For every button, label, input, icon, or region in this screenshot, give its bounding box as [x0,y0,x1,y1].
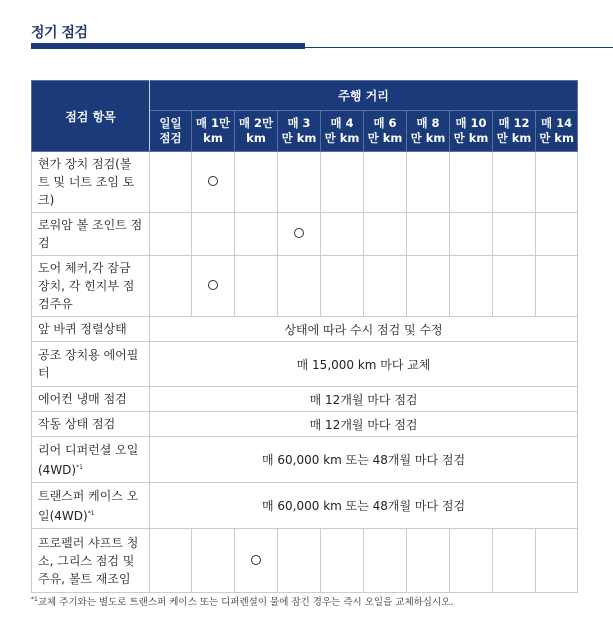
table-row [32,152,578,213]
interval-cell [536,256,578,317]
interval-header: 매 2만 km [235,111,278,152]
interval-cell [192,213,235,256]
interval-cell [192,152,235,213]
item-cell [32,387,150,412]
item-cell [32,437,150,483]
interval-cell [321,152,364,213]
interval-cell [536,152,578,213]
table-row [32,317,578,342]
interval-cell [278,529,321,593]
interval-cell [407,213,450,256]
interval-header: 매 3 만 km [278,111,321,152]
item-cell [32,483,150,529]
interval-cell [278,152,321,213]
interval-cell [493,529,536,593]
distance-header: 주행 거리 [150,81,578,111]
table-row [32,387,578,412]
interval-note: 매 15,000 km 마다 교체 [150,342,578,387]
item-label: 리어 디퍼런셜 오일 (4WD) [38,442,139,477]
interval-cell [450,152,493,213]
item-cell [32,529,150,593]
item-label: 도어 체커,각 잠금 장치, 각 힌지부 점검주유 [38,261,135,311]
interval-cell [321,529,364,593]
item-cell [32,213,150,256]
interval-cell [536,213,578,256]
interval-cell [364,213,407,256]
header-row-1 [32,81,578,111]
item-column-header: 점검 항목 [32,81,150,152]
interval-cell [150,213,192,256]
interval-note: 상태에 따라 수시 점검 및 수정 [150,317,578,342]
interval-cell [407,152,450,213]
schedule-body [32,152,578,593]
inspection-mark-icon [208,280,218,290]
interval-header: 매 12 만 km [493,111,536,152]
inspection-mark-icon [251,555,261,565]
interval-cell [364,529,407,593]
item-label: 앞 바퀴 정렬상태 [38,322,127,336]
interval-header: 매 6 만 km [364,111,407,152]
table-row [32,412,578,437]
item-label: 에어컨 냉매 점검 [38,392,127,406]
item-label: 작동 상태 점검 [38,417,116,431]
interval-cell [407,256,450,317]
interval-cell [235,256,278,317]
interval-cell [364,152,407,213]
item-cell [32,317,150,342]
item-label: 공조 장치용 에어필터 [38,348,139,380]
interval-header: 매 8 만 km [407,111,450,152]
interval-cell [321,213,364,256]
interval-cell [150,256,192,317]
interval-cell [235,213,278,256]
table-row [32,342,578,387]
interval-cell [278,256,321,317]
inspection-mark-icon [294,228,304,238]
interval-cell [192,256,235,317]
table-row [32,437,578,483]
table-row [32,483,578,529]
item-label: 프로펠러 샤프트 청소, 그리스 점검 및 주유, 볼트 재조임 [38,535,139,586]
interval-cell [364,256,407,317]
interval-header: 매 1만 km [192,111,235,152]
interval-cell [450,213,493,256]
interval-cell [192,529,235,593]
footnote [31,594,453,608]
table-row [32,529,578,593]
title-underline [31,43,305,49]
interval-header: 일일 점검 [150,111,192,152]
item-label: 현가 장치 점검(볼트 및 너트 조임 토크) [38,157,135,207]
item-cell [32,342,150,387]
interval-cell [278,213,321,256]
interval-cell [235,152,278,213]
footnote-marker: *1 [31,595,38,603]
interval-note: 매 60,000 km 또는 48개월 마다 점검 [150,437,578,483]
interval-cell [493,213,536,256]
interval-note: 매 12개월 마다 점검 [150,387,578,412]
interval-cell [450,529,493,593]
inspection-schedule-table [31,80,578,593]
section-title: 정기 점검 [31,25,88,41]
item-label: 로워암 볼 조인트 점검 [38,218,143,250]
interval-cell [150,529,192,593]
interval-cell [536,529,578,593]
interval-cell [235,529,278,593]
interval-note: 매 60,000 km 또는 48개월 마다 점검 [150,483,578,529]
table-row [32,213,578,256]
interval-cell [493,256,536,317]
table-row [32,256,578,317]
interval-header: 매 14 만 km [536,111,578,152]
footnote-text: 교체 주기와는 별도로 트랜스퍼 케이스 또는 디퍼렌셜이 물에 잠긴 경우는 즉시 오일을 교체하십시오. [37,597,454,608]
interval-cell [407,529,450,593]
item-cell [32,152,150,213]
footnote-ref: *1 [87,509,95,517]
interval-cell [450,256,493,317]
interval-header: 매 4 만 km [321,111,364,152]
item-label: 트랜스퍼 케이스 오일(4WD) [38,488,139,523]
interval-note: 매 12개월 마다 점검 [150,412,578,437]
inspection-mark-icon [208,176,218,186]
item-cell [32,412,150,437]
item-cell [32,256,150,317]
interval-cell [150,152,192,213]
title-rule [305,47,613,48]
footnote-ref: *1 [76,463,83,471]
interval-cell [321,256,364,317]
interval-header: 매 10 만 km [450,111,493,152]
interval-cell [493,152,536,213]
